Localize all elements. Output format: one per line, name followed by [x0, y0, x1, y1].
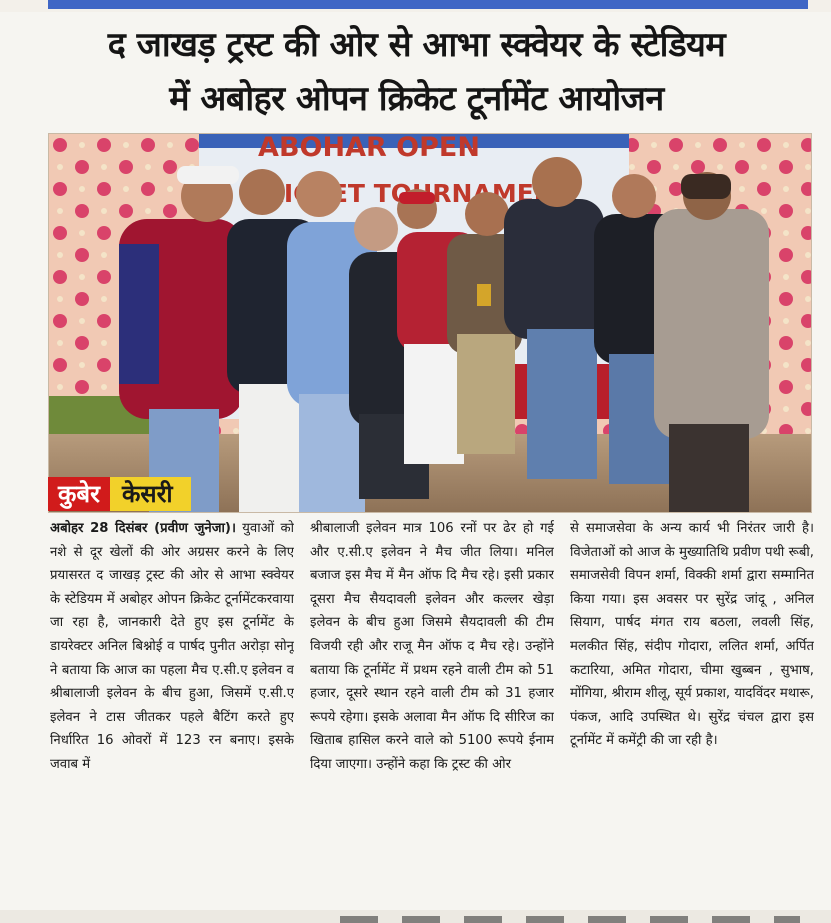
article-column-2 [310, 517, 554, 909]
article-column-1-text: युवाओं को नशे से दूर खेलों की ओर अग्रसर करने के लिए प्रयासरत द जाखड़ ट्रस्ट की ओर से आभा स्क्वेयर के स्टेडियम में अबोहर ओपन क्रिकेट टूर्नामेंटकरवाया जा रहा है, जानकारी देते हुए इस टूर्नामेंट के डायरेक्टर अनिल बिश्नोई व पार्षद पुनीत अरोड़ा सोनू ने बताया कि आज का पहला मैच ए.सी.ए इलेवन व श्रीबालाजी इलेवन के बीच हुआ, जिसमें ए.सी.ए इलेवन ने टास जीतकर पहले बैटिंग करते हुए निर्धारित 16 ओवरों में 123 रन बनाए। इसके जवाब में [50, 521, 294, 772]
brand-tag [48, 477, 191, 511]
headline [14, 18, 819, 126]
bottom-strip [0, 910, 831, 923]
news-photo [48, 133, 812, 513]
article-column-3-text: से समाजसेवा के अन्य कार्य भी निरंतर जारी है। विजेताओं को आज के मुख्यातिथि प्रवीण पथी रूबी, समाजसेवी विपन शर्मा, विक्की शर्मा द्वारा सम्मानित किया गया। इस अवसर पर सुरेंद्र जांदू , अनिल सियाग, पार्षद मंगत राय बठला, लवली सिंह, मलकीत सिंह, संदीप गोदारा, ललित शर्मा, अर्पित कटारिया, अमित गोदारा, चीमा खुब्बन , सुभाष, मोंगिया, श्रीराम शीलू, सूर्य प्रकाश, यादविंदर मथारू, पंकज, आदि उपस्थित थे। सुरेंद्र चंचल द्वारा इस टूर्नामेंट में कमेंट्री की जा रही है। [570, 521, 814, 749]
banner-title: ABOHAR OPEN [258, 134, 480, 163]
brand-part-2: केसरी [110, 477, 191, 511]
top-blue-bar [48, 0, 808, 9]
headline-line-2: में अबोहर ओपन क्रिकेट टूर्नामेंट आयोजन [169, 79, 664, 119]
headline-line-1: द जाखड़ ट्रस्ट की ओर से आभा स्क्वेयर के स्टेडियम [107, 25, 726, 65]
brand-part-1: कुबेर [48, 477, 110, 511]
article-column-2-text: श्रीबालाजी इलेवन मात्र 106 रनों पर ढेर हो गई और ए.सी.ए इलेवन ने मैच जीत लिया। मनिल बजाज इस मैच में मैन ऑफ दि मैच रहे। इसी प्रकार दूसरा मैच सैयदावली इलेवन और कल्लर खेड़ा इलेवन के बीच हुआ जिसमे सैयदावली की टीम विजयी रही और राजू मैन ऑफ द मैच रहे। उन्होंने बताया कि टूर्नामेंट में प्रथम रहने वाली टीम को 51 हजार, दूसरे स्थान रहने वाली टीम को 31 हजार रूपये रहेगा। इसके अलावा मैन ऑफ दि सीरिज का खिताब हासिल करने वाले को 5100 रूपये ईनाम दिया जाएगा। उन्होंने कहा कि ट्रस्ट की ओर [310, 521, 554, 772]
article-column-1 [50, 517, 294, 909]
next-headline-fragment [340, 916, 800, 923]
trophy [477, 284, 491, 306]
article-lead: अबोहर 28 दिसंबर (प्रवीण जुनेजा)। [50, 521, 236, 536]
photo-illustration [49, 134, 811, 512]
article-body [50, 517, 814, 909]
article-column-3 [570, 517, 814, 909]
top-strip [0, 0, 831, 12]
banner-subtitle: TOURNAMENT [373, 179, 572, 208]
